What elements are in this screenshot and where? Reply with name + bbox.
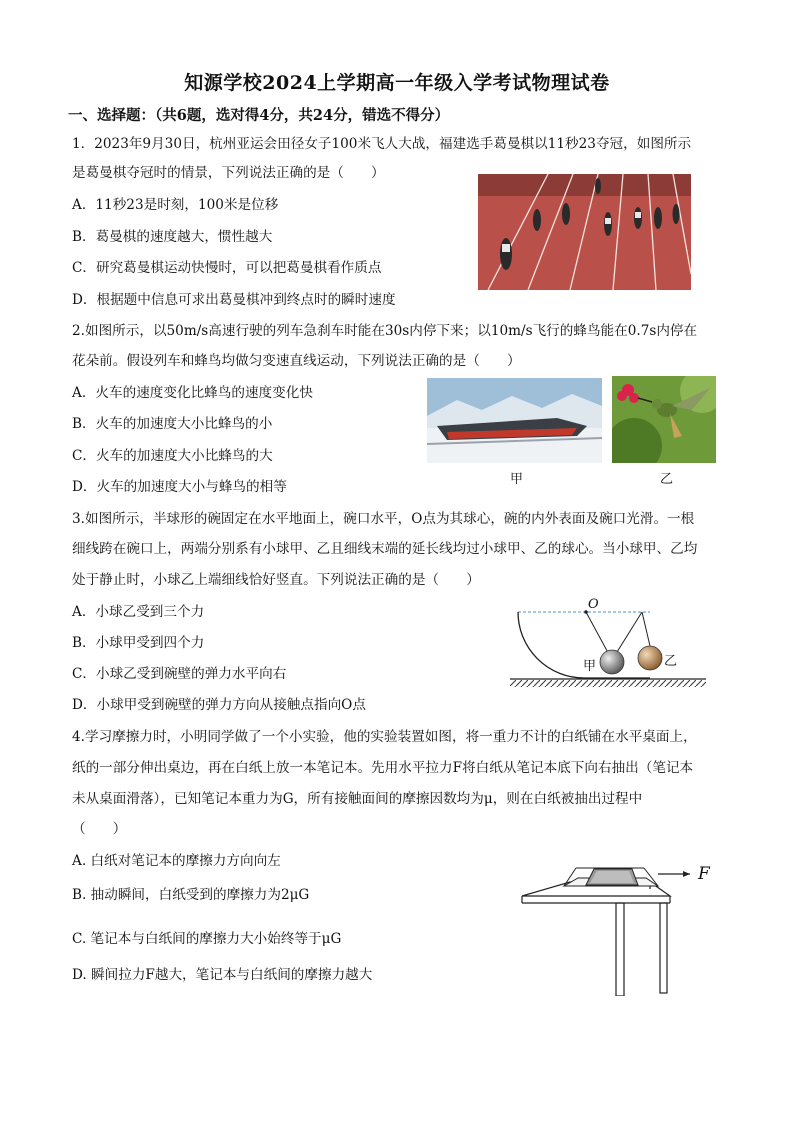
q4-label-f: F	[698, 864, 710, 884]
q2-option-c: C．火车的加速度大小比蜂鸟的大	[72, 448, 273, 464]
q4-stem-line3: 未从桌面滑落），已知笔记本重力为G，所有接触面间的摩擦因数均为μ，则在白纸被抽出过程中	[72, 791, 643, 807]
q4-stem-line1: 4.学习摩擦力时，小明同学做了一个小实验，他的实验装置如图，将一重力不计的白纸铺在水平桌面上，	[72, 729, 697, 745]
q4-stem-line4: （ ）	[72, 821, 127, 837]
q2-caption-train: 甲	[510, 472, 524, 487]
q1-option-c: C．研究葛曼棋运动快慢时，可以把葛曼棋看作质点	[72, 260, 382, 276]
q3-option-b: B．小球甲受到四个力	[72, 635, 205, 651]
q1-option-b: B．葛曼棋的速度越大，惯性越大	[72, 229, 273, 245]
q3-option-c: C．小球乙受到碗壁的弹力水平向右	[72, 666, 287, 682]
q3-label-jia: 甲	[583, 659, 597, 674]
q2-stem-line1: 2.如图所示，以50m/s高速行驶的列车急刹车时能在30s内停下来；以10m/s飞行的蜂鸟能在0.7s内停在	[72, 323, 698, 339]
q3-stem-line2: 细线跨在碗口上，两端分别系有小球甲、乙且细线末端的延长线均过小球甲、乙的球心。当小球甲、乙均	[72, 541, 698, 557]
q3-stem-line1: 3.如图所示，半球形的碗固定在水平地面上，碗口水平，O点为其球心，碗的内外表面及碗口光滑。一根	[72, 511, 695, 527]
q2-option-d: D．火车的加速度大小与蜂鸟的相等	[72, 479, 287, 495]
q1-stem-line1: 1．2023年9月30日，杭州亚运会田径女子100米飞人大战，福建选手葛曼棋以11秒23夺冠，如图所示	[72, 136, 692, 152]
q3-bowl-diagram	[510, 596, 710, 692]
q4-table-diagram	[520, 856, 700, 996]
q1-track-photo	[478, 174, 691, 290]
q4-option-d: D. 瞬间拉力F越大，笔记本与白纸间的摩擦力越大	[72, 967, 373, 983]
q2-hummingbird-photo	[612, 376, 716, 463]
q2-stem-line2: 花朵前。假设列车和蜂鸟均做匀变速直线运动，下列说法正确的是（ ）	[72, 353, 521, 369]
q4-option-a: A. 白纸对笔记本的摩擦力方向向左	[72, 853, 281, 869]
q3-label-o: O	[588, 597, 599, 612]
q3-label-yi: 乙	[664, 654, 678, 669]
q2-train-photo	[427, 378, 602, 463]
q3-option-d: D．小球甲受到碗壁的弹力方向从接触点指向O点	[72, 697, 366, 713]
q1-option-d: D．根据题中信息可求出葛曼棋冲到终点时的瞬时速度	[72, 292, 396, 308]
q4-option-c: C. 笔记本与白纸间的摩擦力大小始终等于μG	[72, 931, 342, 947]
q1-option-a: A．11秒23是时刻，100米是位移	[72, 197, 279, 213]
q4-option-b: B. 抽动瞬间，白纸受到的摩擦力为2μG	[72, 887, 310, 903]
q2-caption-bird: 乙	[660, 472, 674, 487]
page-title: 知源学校2024上学期高一年级入学考试物理试卷	[184, 72, 610, 94]
q1-stem-line2: 是葛曼棋夺冠时的情景，下列说法正确的是（ ）	[72, 165, 385, 181]
section-heading: 一、选择题：（共6题，选对得4分，共24分，错选不得分）	[68, 107, 450, 124]
q3-stem-line3: 处于静止时，小球乙上端细线恰好竖直。下列说法正确的是（ ）	[72, 572, 480, 588]
q2-option-b: B．火车的加速度大小比蜂鸟的小	[72, 416, 273, 432]
q4-stem-line2: 纸的一部分伸出桌边，再在白纸上放一本笔记本。先用水平拉力F将白纸从笔记本底下向右抽出（笔记本	[72, 760, 694, 776]
q2-option-a: A．火车的速度变化比蜂鸟的速度变化快	[72, 385, 313, 401]
q3-option-a: A．小球乙受到三个力	[72, 604, 205, 620]
